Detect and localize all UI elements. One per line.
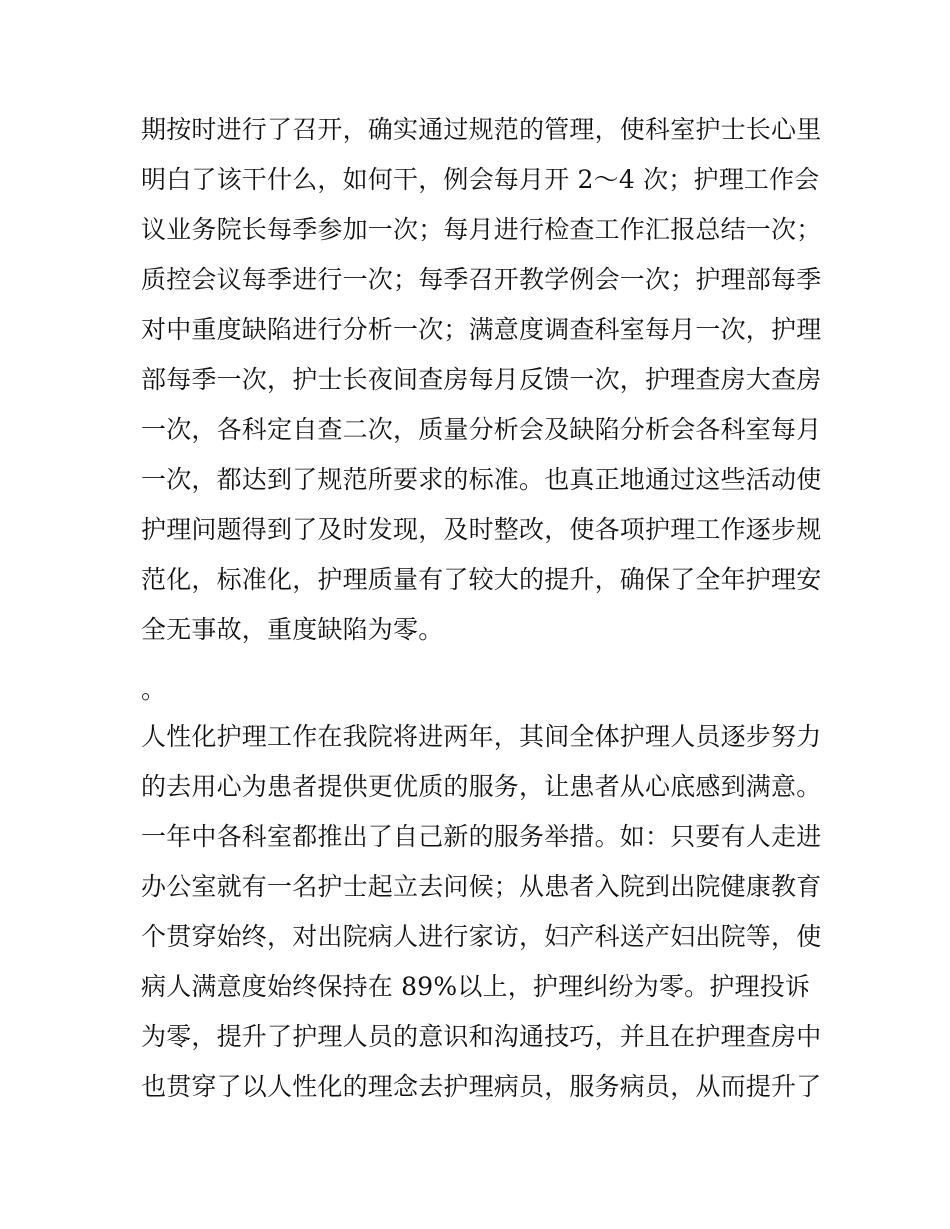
text-line: 为零，提升了护理人员的意识和沟通技巧，并且在护理查房中 [141,1022,822,1051]
text-line: 部每季一次，护士长夜间查房每月反馈一次，护理查房大查房 [141,365,822,394]
text-line: 明白了该干什么，如何干，例会每月开 2～4 次；护理工作会 [141,165,820,194]
text-line: 范化，标准化，护理质量有了较大的提升，确保了全年护理安 [141,565,822,594]
paragraph-2 [141,712,821,1112]
text-line: 个贯穿始终，对出院病人进行家访，妇产科送产妇出院等，使 [141,922,822,951]
text-line: 也贯穿了以人性化的理念去护理病员，服务病员，从而提升了 [141,1072,822,1101]
text-line: 议业务院长每季参加一次；每月进行检查工作汇报总结一次； [141,215,822,244]
text-line: 质控会议每季进行一次；每季召开教学例会一次；护理部每季 [141,265,822,294]
paragraph-1 [141,105,821,655]
text-line: 的去用心为患者提供更优质的服务，让患者从心底感到满意。 [141,772,822,801]
text-line: 护理问题得到了及时发现，及时整改，使各项护理工作逐步规 [141,515,822,544]
text-line: 一年中各科室都推出了自己新的服务举措。如：只要有人走进 [141,822,822,851]
text-line: 病人满意度始终保持在 89%以上，护理纠纷为零。护理投诉 [141,972,811,1001]
paragraph-separator [141,670,821,710]
text-line: 对中重度缺陷进行分析一次；满意度调查科室每月一次，护理 [141,315,822,344]
text-line: 一次，各科定自查二次，质量分析会及缺陷分析会各科室每月 [141,415,822,444]
text-line: 办公室就有一名护士起立去问候；从患者入院到出院健康教育 [141,872,822,901]
text-line: 全无事故，重度缺陷为零。 [141,615,444,644]
text-line: 人性化护理工作在我院将进两年，其间全体护理人员逐步努力 [141,722,822,751]
text-line: 一次，都达到了规范所要求的标准。也真正地通过这些活动使 [141,465,822,494]
separator-mark: 。 [141,675,167,704]
text-line: 期按时进行了召开，确实通过规范的管理，使科室护士长心里 [141,115,822,144]
